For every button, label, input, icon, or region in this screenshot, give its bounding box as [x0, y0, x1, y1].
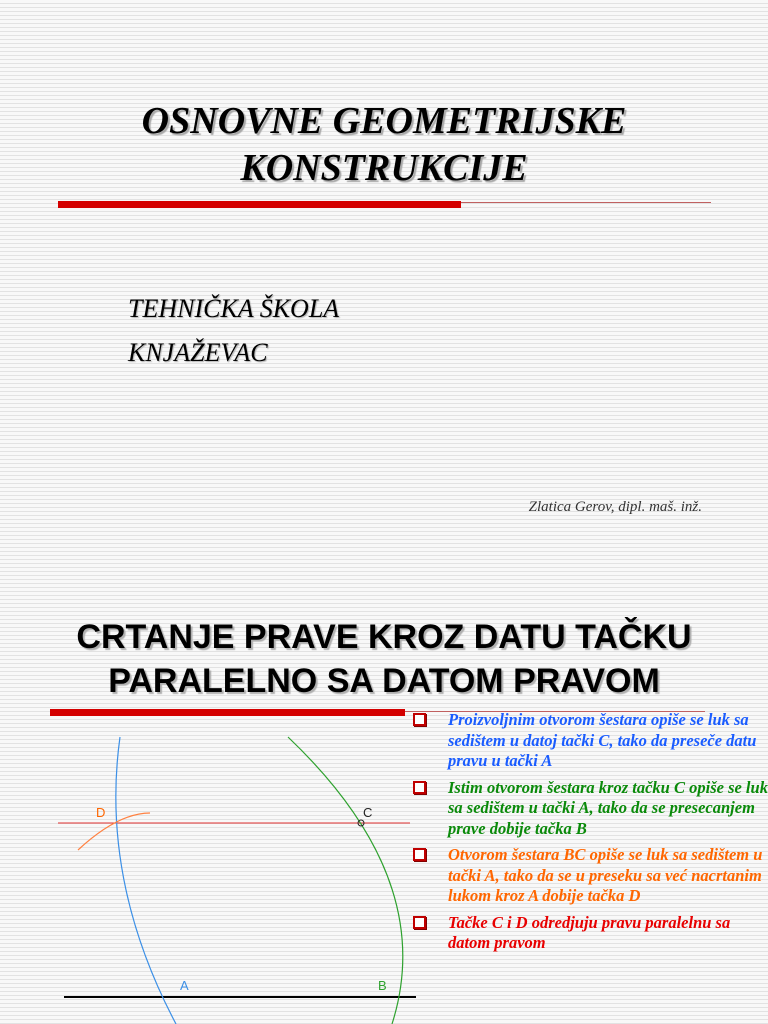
step-text: Proizvoljnim otvorom šestara opiše se luk sa sedištem u datoj tački C, tako da preseče datu pravu u tački A: [448, 710, 757, 770]
step-text: Istim otvorom šestara kroz tačku C opiše se luk sa sedištem u tački A, tako da se presecanjem prave dobije tačka B: [448, 777, 768, 838]
step-item: [408, 778, 768, 840]
arc-radius-bc: [78, 813, 150, 850]
title-underline-thin: [461, 202, 711, 203]
title-line-1: OSNOVNE GEOMETRIJSKE: [141, 100, 627, 142]
step-text: Tačke C i D odredjuju pravu paralelnu sa datom pravom: [448, 912, 731, 952]
title-line-2: PARALELNO SA DATOM PRAVOM: [108, 662, 660, 700]
school-city: KNJAŽEVAC: [128, 338, 268, 367]
label-a: A: [180, 978, 189, 993]
step-text: Otvorom šestara BC opiše se luk sa sedištem u tački A, tako da se u preseku sa već nacrtanim lukom kroz A dobije tačka D: [448, 845, 763, 905]
author: Zlatica Gerov, dipl. maš. inž.: [528, 499, 702, 515]
construction-diagram: [0, 690, 420, 1024]
square-bullet-icon: [413, 713, 426, 726]
step-item: [408, 845, 768, 907]
slide-2: [0, 590, 768, 1024]
label-b: B: [378, 978, 387, 993]
school-name: TEHNIČKA ŠKOLA: [128, 294, 340, 323]
title-line-2: KONSTRUKCIJE: [240, 147, 528, 189]
square-bullet-icon: [413, 781, 426, 794]
square-bullet-icon: [413, 848, 426, 861]
step-item: [408, 913, 768, 954]
steps-list: [408, 710, 768, 960]
title-underline-red: [58, 201, 461, 208]
title-line-1: CRTANJE PRAVE KROZ DATU TAČKU: [76, 618, 692, 656]
label-d: D: [96, 805, 106, 820]
label-c: C: [363, 805, 373, 820]
slide-title: [0, 98, 768, 192]
step-item: [408, 710, 768, 772]
square-bullet-icon: [413, 916, 426, 929]
arc-centered-a: [116, 737, 176, 1024]
